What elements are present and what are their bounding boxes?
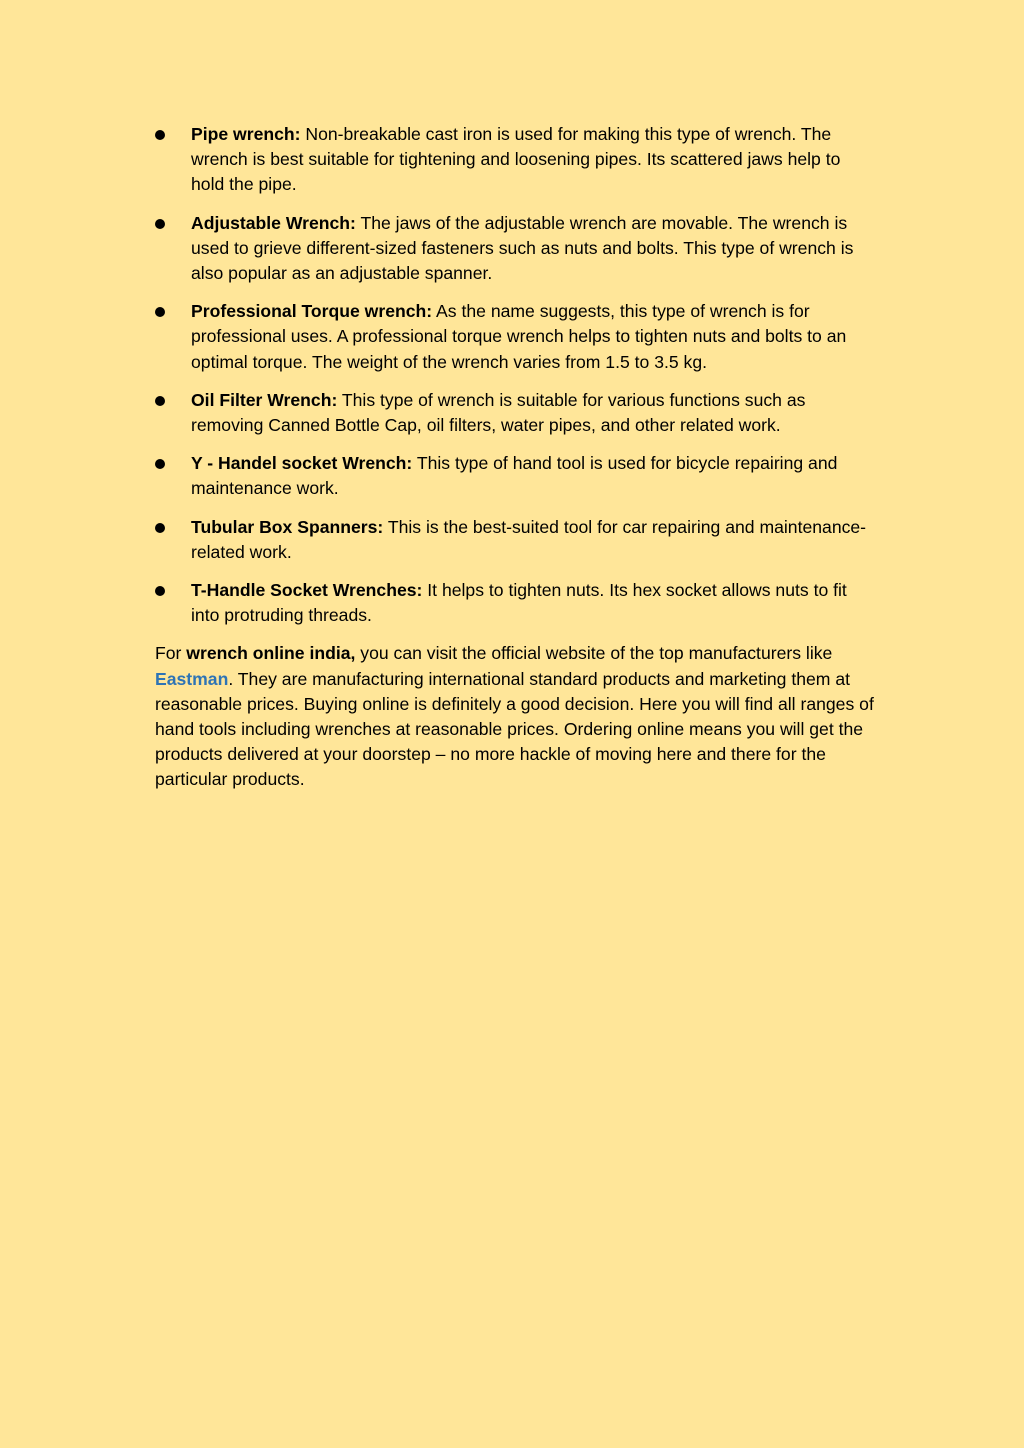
bullet-icon [155,523,165,533]
list-item-term: Tubular Box Spanners: [191,516,384,537]
bold-keyword: wrench online india, [186,643,356,664]
list-item-text: It helps to tighten nuts. Its hex socket allows nuts to fit into protruding threads. [191,580,847,626]
list-item-text: This is the best-suited tool for car repairing and maintenance-related work. [191,516,867,562]
list-item [155,122,875,198]
list-item-text: As the name suggests, this type of wrench is for professional uses. A professional torque wrench helps to tighten nuts and bolts to an optimal torque. The weight of the wrench varies from 1.5 to 3.5 kg. [191,301,847,372]
bullet-icon [155,219,165,229]
list-item-term: Oil Filter Wrench: [191,389,338,410]
closing-prefix: For [155,643,187,664]
list-item [155,211,875,287]
closing-suffix: . They are manufacturing international standard products and marketing them at reasonable prices. Buying online is definitely a good decision. Here you will find all ranges of hand tools including wrenches at reasonable prices. Ordering online means you will get the products delivered at your doorstep – no more hackle of moving here and there for the particular products. [155,668,874,790]
list-item-term: Y - Handel socket Wrench: [191,453,413,474]
list-item-text: This type of hand tool is used for bicycle repairing and maintenance work. [191,453,838,499]
list-item [155,388,875,438]
list-item [155,578,875,628]
list-item-term: T-Handle Socket Wrenches: [191,580,423,601]
bullet-icon [155,130,165,140]
list-item-term: Pipe wrench: [191,124,301,144]
closing-paragraph [155,641,875,792]
list-item-text: Non-breakable cast iron is used for making this type of wrench. The wrench is best suitable for tightening and loosening pipes. Its scattered jaws help to hold the pipe. [191,124,841,195]
document-page [155,122,875,793]
list-item [155,515,875,565]
eastman-link[interactable]: Eastman [155,668,229,689]
list-item-term: Adjustable Wrench: [191,212,356,233]
list-item [155,451,875,501]
bullet-icon [155,396,165,406]
bullet-icon [155,459,165,469]
bullet-icon [155,586,165,596]
closing-middle: you can visit the official website of the top manufacturers like [355,643,833,664]
list-item [155,299,875,375]
list-item-text: The jaws of the adjustable wrench are movable. The wrench is used to grieve different-sized fasteners such as nuts and bolts. This type of wrench is also popular as an adjustable spanner. [191,212,854,284]
list-item-text: This type of wrench is suitable for various functions such as removing Canned Bottle Cap, oil filters, water pipes, and other related work. [191,389,806,436]
wrench-types-list [155,122,875,628]
bullet-icon [155,307,165,317]
list-item-term: Professional Torque wrench: [191,301,433,322]
